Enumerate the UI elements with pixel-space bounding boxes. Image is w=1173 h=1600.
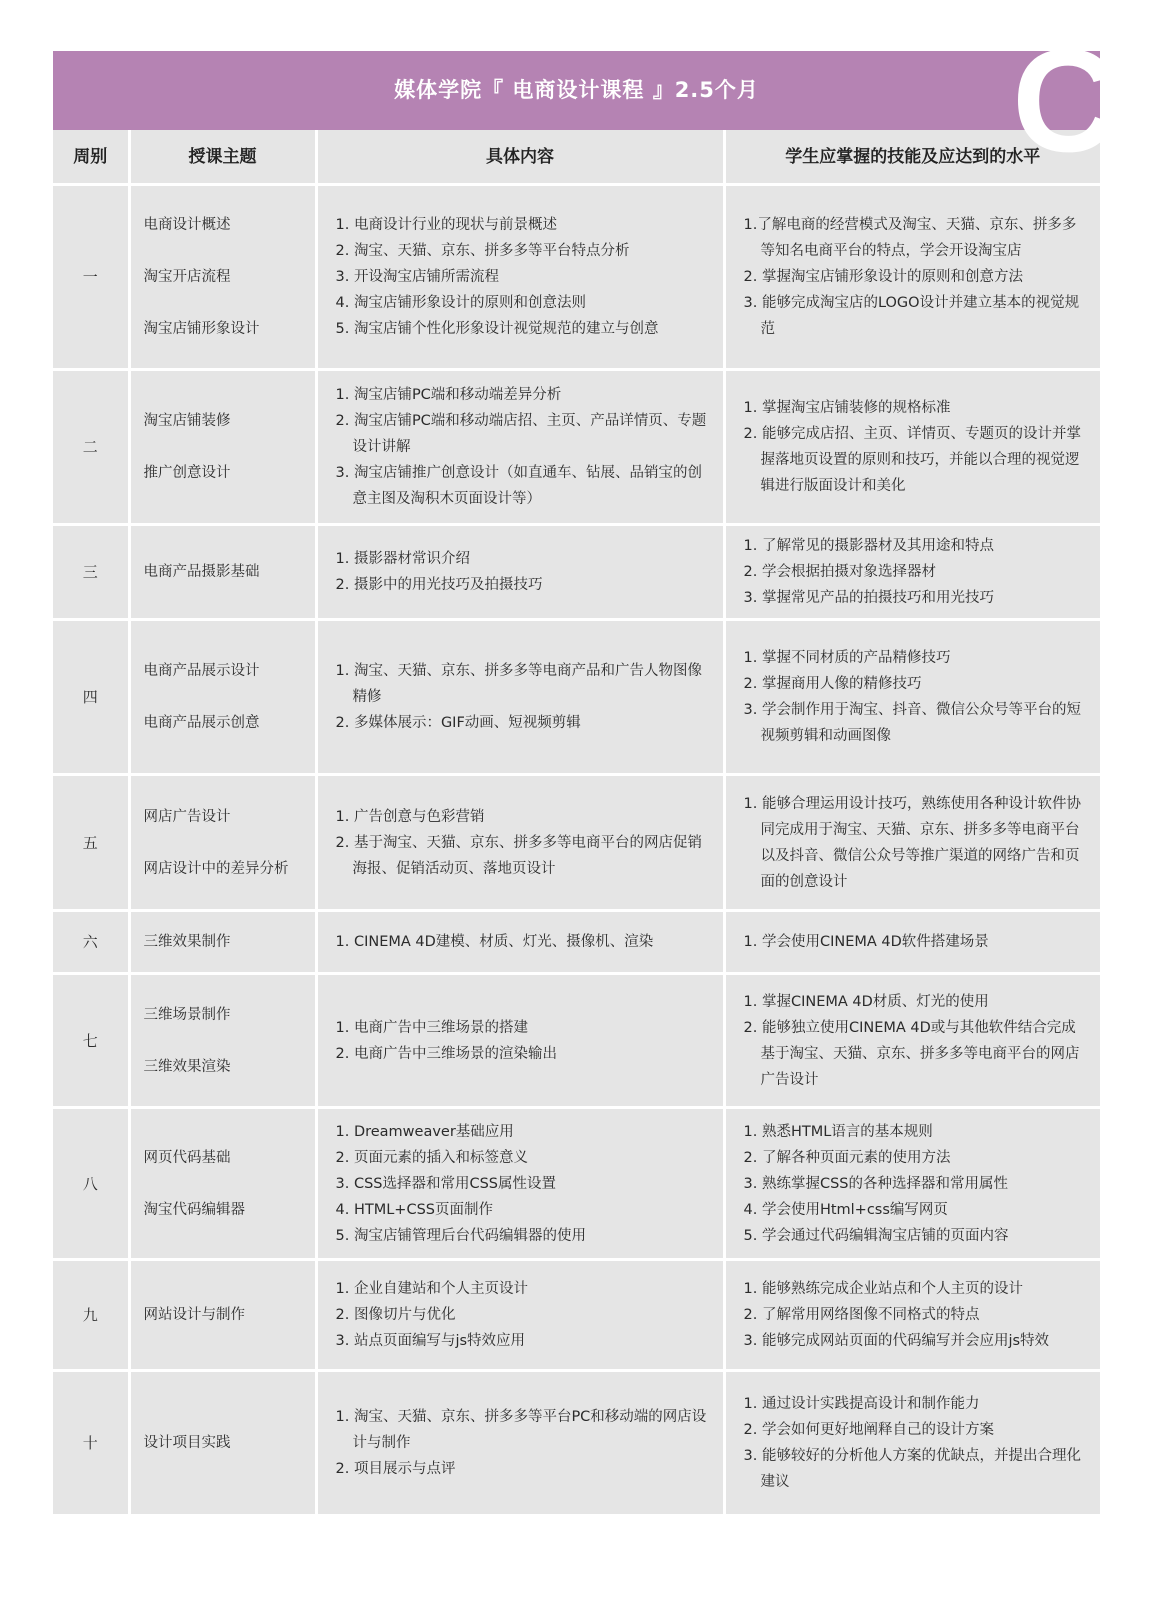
table-row [53, 525, 1100, 620]
topic-item: 网页代码基础 [143, 1149, 231, 1166]
content-item: 2. 淘宝店铺PC端和移动端店招、主页、产品详情页、专题设计讲解 [335, 413, 707, 455]
topic-cell [129, 1371, 316, 1516]
skill-item: 1. 掌握CINEMA 4D材质、灯光的使用 [743, 993, 989, 1010]
content-item: 2. 基于淘宝、天猫、京东、拼多多等电商平台的网店促销海报、促销活动页、落地页设计 [335, 834, 702, 877]
skill-item: 1. 掌握淘宝店铺装修的规格标准 [743, 400, 951, 416]
topic-item: 电商产品展示创意 [143, 715, 260, 731]
content-cell [316, 525, 724, 620]
topic-item: 三维效果制作 [143, 934, 231, 950]
c-logo-badge: C [1012, 19, 1118, 182]
skills-cell [724, 775, 1100, 911]
skill-item: 5. 学会通过代码编辑淘宝店铺的页面内容 [743, 1227, 1009, 1244]
skills-cell [724, 525, 1100, 620]
week-cell: 七 [53, 974, 129, 1108]
table-body [53, 185, 1100, 1516]
skill-item: 1. 能够合理运用设计技巧，熟练使用各种设计软件协同完成用于淘宝、天猫、京东、拼多多等电商平台以及抖音、微信公众号等推广渠道的网络广告和页面的创意设计 [743, 795, 1081, 890]
content-item: 1. 电商广告中三维场景的搭建 [335, 1019, 528, 1036]
week-cell: 一 [53, 185, 129, 370]
content-item: 1. 摄影器材常识介绍 [335, 551, 470, 567]
table-row [53, 185, 1100, 370]
content-item: 1. 广告创意与色彩营销 [335, 808, 485, 825]
skill-item: 2. 学会根据拍摄对象选择器材 [743, 564, 936, 580]
topic-item: 网店广告设计 [143, 808, 231, 825]
content-item: 3. 淘宝店铺推广创意设计（如直通车、钻展、品销宝的创意主图及淘积木页面设计等） [335, 465, 702, 507]
content-item: 2. 淘宝、天猫、京东、拼多多等平台特点分析 [335, 243, 630, 259]
content-item: 3. 站点页面编写与js特效应用 [335, 1333, 526, 1349]
skill-item: 2. 掌握商用人像的精修技巧 [743, 676, 922, 692]
topic-cell [129, 620, 316, 775]
topic-item: 推广创意设计 [143, 465, 231, 481]
week-cell: 九 [53, 1260, 129, 1371]
content-item: 3. CSS选择器和常用CSS属性设置 [335, 1175, 557, 1192]
skill-item: 1.了解电商的经营模式及淘宝、天猫、京东、拼多多等知名电商平台的特点，学会开设淘宝店 [743, 217, 1077, 259]
skill-item: 3. 能够完成淘宝店的LOGO设计并建立基本的视觉规范 [743, 295, 1080, 337]
column-header-topic: 授课主题 [129, 130, 316, 185]
content-item: 2. 摄影中的用光技巧及拍摄技巧 [335, 577, 543, 593]
skill-item: 1. 能够熟练完成企业站点和个人主页的设计 [743, 1281, 1023, 1297]
table-row [53, 775, 1100, 911]
column-header-week: 周别 [53, 130, 129, 185]
topic-cell [129, 1108, 316, 1260]
skill-item: 1. 学会使用CINEMA 4D软件搭建场景 [743, 934, 989, 950]
topic-item: 电商设计概述 [143, 217, 231, 233]
content-cell [316, 1371, 724, 1516]
content-item: 1. 企业自建站和个人主页设计 [335, 1281, 528, 1297]
content-cell [316, 1260, 724, 1371]
topic-item: 设计项目实践 [143, 1435, 231, 1451]
skill-item: 1. 熟悉HTML语言的基本规则 [743, 1123, 933, 1140]
content-cell [316, 185, 724, 370]
skill-item: 1. 掌握不同材质的产品精修技巧 [743, 650, 951, 666]
skill-item: 4. 学会使用Html+css编写网页 [743, 1201, 948, 1218]
content-item: 5. 淘宝店铺管理后台代码编辑器的使用 [335, 1227, 586, 1244]
content-item: 2. 页面元素的插入和标签意义 [335, 1149, 528, 1166]
content-cell [316, 1108, 724, 1260]
table-row [53, 1371, 1100, 1516]
topic-cell [129, 775, 316, 911]
topic-cell [129, 525, 316, 620]
week-cell: 十 [53, 1371, 129, 1516]
week-cell: 二 [53, 370, 129, 525]
skills-cell [724, 1108, 1100, 1260]
column-header-skills: 学生应掌握的技能及应达到的水平 [724, 130, 1100, 185]
skill-item: 3. 熟练掌握CSS的各种选择器和常用属性 [743, 1175, 1008, 1192]
content-item: 2. 电商广告中三维场景的渲染输出 [335, 1045, 557, 1062]
content-item: 2. 项目展示与点评 [335, 1461, 456, 1477]
skills-cell [724, 1371, 1100, 1516]
skills-cell [724, 911, 1100, 974]
content-item: 1. CINEMA 4D建模、材质、灯光、摄像机、渲染 [335, 934, 654, 950]
table-row [53, 974, 1100, 1108]
topic-cell [129, 911, 316, 974]
skills-cell [724, 1260, 1100, 1371]
week-cell: 五 [53, 775, 129, 911]
content-item: 1. 电商设计行业的现状与前景概述 [335, 217, 557, 233]
topic-item: 淘宝店铺形象设计 [143, 321, 260, 337]
content-item: 1. 淘宝、天猫、京东、拼多多等平台PC和移动端的网店设计与制作 [335, 1409, 707, 1451]
course-sheet [53, 19, 1118, 1517]
content-cell [316, 911, 724, 974]
topic-item: 网店设计中的差异分析 [143, 860, 289, 877]
content-item: 2. 图像切片与优化 [335, 1307, 456, 1323]
skill-item: 2. 了解各种页面元素的使用方法 [743, 1149, 951, 1166]
skills-cell [724, 620, 1100, 775]
skill-item: 3. 掌握常见产品的拍摄技巧和用光技巧 [743, 590, 994, 606]
table-row [53, 620, 1100, 775]
week-cell: 八 [53, 1108, 129, 1260]
skill-item: 1. 通过设计实践提高设计和制作能力 [743, 1396, 980, 1412]
skill-item: 3. 能够完成网站页面的代码编写并会应用js特效 [743, 1333, 1050, 1349]
topic-item: 电商产品摄影基础 [143, 564, 260, 580]
content-item: 4. 淘宝店铺形象设计的原则和创意法则 [335, 295, 586, 311]
week-cell: 六 [53, 911, 129, 974]
table-row [53, 1260, 1100, 1371]
content-cell [316, 370, 724, 525]
skills-cell [724, 370, 1100, 525]
skill-item: 3. 能够较好的分析他人方案的优缺点，并提出合理化建议 [743, 1448, 1081, 1490]
content-item: 4. HTML+CSS页面制作 [335, 1201, 493, 1218]
skill-item: 2. 学会如何更好地阐释自己的设计方案 [743, 1422, 994, 1438]
topic-item: 网站设计与制作 [143, 1307, 245, 1323]
column-header-content: 具体内容 [316, 130, 724, 185]
content-item: 3. 开设淘宝店铺所需流程 [335, 269, 499, 285]
topic-cell [129, 974, 316, 1108]
topic-cell [129, 185, 316, 370]
content-cell [316, 620, 724, 775]
topic-item: 淘宝代码编辑器 [143, 1201, 245, 1218]
table-row [53, 911, 1100, 974]
skills-cell [724, 185, 1100, 370]
table-row [53, 370, 1100, 525]
topic-item: 淘宝开店流程 [143, 269, 231, 285]
content-cell [316, 974, 724, 1108]
skill-item: 2. 能够独立使用CINEMA 4D或与其他软件结合完成基于淘宝、天猫、京东、拼多多等电商平台的网店广告设计 [743, 1019, 1080, 1088]
content-item: 1. 淘宝、天猫、京东、拼多多等电商产品和广告人物图像精修 [335, 663, 702, 705]
week-cell: 三 [53, 525, 129, 620]
table-row [53, 1108, 1100, 1260]
week-cell: 四 [53, 620, 129, 775]
content-item: 1. Dreamweaver基础应用 [335, 1123, 514, 1140]
skill-item: 3. 学会制作用于淘宝、抖音、微信公众号等平台的短视频剪辑和动画图像 [743, 702, 1081, 744]
content-item: 5. 淘宝店铺个性化形象设计视觉规范的建立与创意 [335, 321, 659, 337]
skill-item: 2. 掌握淘宝店铺形象设计的原则和创意方法 [743, 269, 1023, 285]
skill-item: 1. 了解常见的摄影器材及其用途和特点 [743, 538, 994, 554]
table-header-row [53, 130, 1100, 185]
skills-cell [724, 974, 1100, 1108]
topic-item: 电商产品展示设计 [143, 663, 260, 679]
curriculum-table [53, 130, 1100, 1517]
topic-item: 淘宝店铺装修 [143, 413, 231, 429]
skill-item: 2. 了解常用网络图像不同格式的特点 [743, 1307, 980, 1323]
content-cell [316, 775, 724, 911]
topic-item: 三维效果渲染 [143, 1058, 231, 1075]
content-item: 2. 多媒体展示：GIF动画、短视频剪辑 [335, 715, 581, 731]
topic-item: 三维场景制作 [143, 1006, 231, 1023]
topic-cell [129, 1260, 316, 1371]
content-item: 1. 淘宝店铺PC端和移动端差异分析 [335, 387, 562, 403]
topic-cell [129, 370, 316, 525]
skill-item: 2. 能够完成店招、主页、详情页、专题页的设计并掌握落地页设置的原则和技巧，并能以合理的视觉逻辑进行版面设计和美化 [743, 426, 1081, 494]
page-title: 媒体学院『 电商设计课程 』2.5个月 [394, 78, 759, 102]
